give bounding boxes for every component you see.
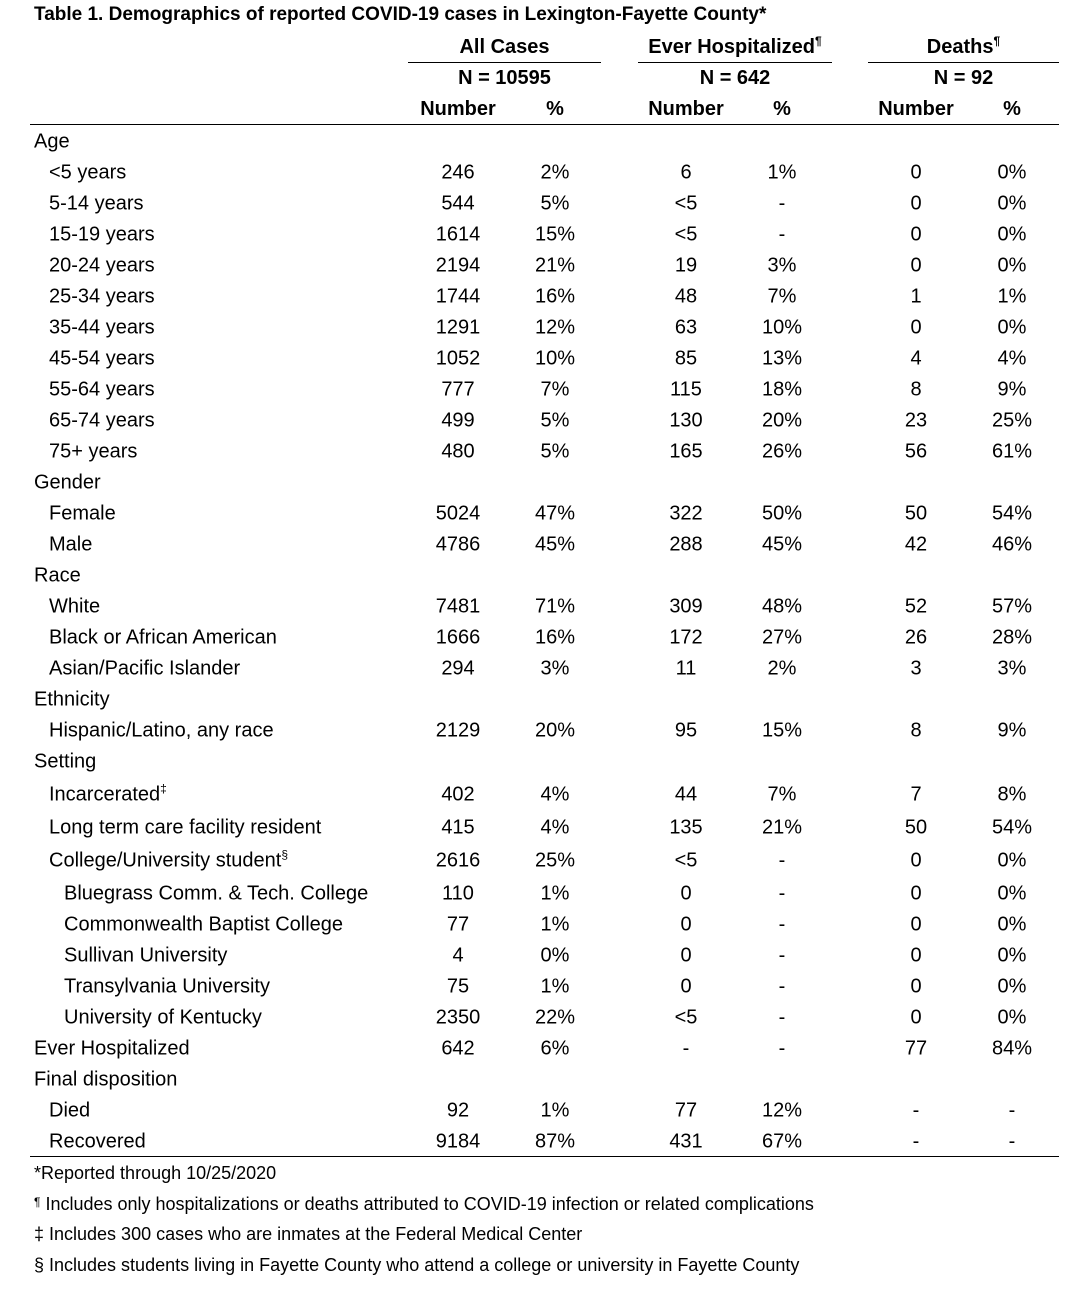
group-header-deaths bbox=[868, 36, 1059, 59]
number-cell: 2194 bbox=[435, 254, 481, 276]
percent-cell: 48% bbox=[761, 595, 803, 617]
number-cell: 6 bbox=[680, 161, 692, 183]
percent-cell: 1% bbox=[997, 285, 1027, 307]
number-cell: 1 bbox=[910, 285, 922, 307]
number-cell: 115 bbox=[670, 378, 702, 400]
percent-cell: 7% bbox=[767, 783, 797, 805]
percent-cell: 67% bbox=[761, 1130, 803, 1152]
percent-cell: 1% bbox=[540, 913, 570, 935]
number-cell: 0 bbox=[910, 161, 922, 183]
number-cell: 19 bbox=[674, 254, 698, 276]
number-cell: 288 bbox=[669, 533, 703, 555]
percent-cell: 15% bbox=[534, 223, 576, 245]
percent-cell: 7% bbox=[540, 378, 570, 400]
row-label: White bbox=[49, 595, 101, 617]
percent-cell: 21% bbox=[761, 816, 803, 838]
row-label: 75+ years bbox=[49, 440, 138, 462]
table-row bbox=[0, 909, 1088, 940]
percent-cell: 0% bbox=[997, 975, 1027, 997]
number-cell: 322 bbox=[669, 502, 703, 524]
percent-cell: 5% bbox=[540, 409, 570, 431]
group-name: All Cases bbox=[459, 36, 550, 58]
percent-cell: 0% bbox=[997, 161, 1027, 183]
table-row bbox=[0, 219, 1088, 250]
percent-cell: - bbox=[778, 944, 786, 966]
number-cell: 44 bbox=[674, 783, 698, 805]
row-label: 45-54 years bbox=[49, 347, 155, 369]
group-n-all-cases: N = 10595 bbox=[458, 67, 551, 89]
table-row bbox=[0, 374, 1088, 405]
row-label: <5 years bbox=[49, 161, 127, 183]
percent-cell: 0% bbox=[997, 882, 1027, 904]
percent-cell: 54% bbox=[991, 816, 1033, 838]
table-row bbox=[0, 1002, 1088, 1033]
number-cell: 26 bbox=[904, 626, 928, 648]
number-cell: 294 bbox=[441, 657, 475, 679]
table-body bbox=[0, 126, 1088, 1157]
number-cell: 172 bbox=[669, 626, 703, 648]
number-cell: 4 bbox=[452, 944, 464, 966]
percent-cell: 10% bbox=[761, 316, 803, 338]
number-cell: - bbox=[682, 1037, 690, 1059]
group-header-all-cases bbox=[408, 36, 601, 59]
number-cell: 8 bbox=[910, 378, 922, 400]
number-cell: 7 bbox=[910, 783, 922, 805]
percent-cell: - bbox=[778, 975, 786, 997]
number-cell: 77 bbox=[446, 913, 470, 935]
row-label: 65-74 years bbox=[49, 409, 155, 431]
row-label: 5-14 years bbox=[49, 192, 144, 214]
number-cell: 0 bbox=[680, 882, 692, 904]
percent-cell: 50% bbox=[761, 502, 803, 524]
group-header-ever-hospitalized bbox=[638, 36, 832, 59]
number-cell: 4786 bbox=[435, 533, 481, 555]
number-cell: 777 bbox=[441, 378, 475, 400]
percent-cell: 16% bbox=[534, 626, 576, 648]
number-cell: <5 bbox=[674, 223, 698, 245]
number-cell: 0 bbox=[910, 223, 922, 245]
number-cell: 1666 bbox=[435, 626, 481, 648]
section-label: Setting bbox=[34, 750, 97, 772]
number-cell: 135 bbox=[669, 816, 703, 838]
section-row bbox=[0, 126, 1088, 157]
percent-cell: 5% bbox=[540, 192, 570, 214]
table-row bbox=[0, 405, 1088, 436]
percent-cell: 9% bbox=[997, 719, 1027, 741]
table-row bbox=[0, 843, 1088, 878]
percent-cell: 20% bbox=[761, 409, 803, 431]
row-label: Commonwealth Baptist College bbox=[64, 913, 344, 935]
percent-cell: 1% bbox=[540, 1099, 570, 1121]
table-row bbox=[0, 777, 1088, 812]
percent-cell: 57% bbox=[991, 595, 1033, 617]
number-cell: 85 bbox=[674, 347, 698, 369]
number-cell: 2129 bbox=[435, 719, 481, 741]
number-cell: 75 bbox=[446, 975, 470, 997]
row-label: Hispanic/Latino, any race bbox=[49, 719, 274, 741]
percent-cell: 0% bbox=[997, 254, 1027, 276]
section-label: Age bbox=[34, 130, 70, 152]
percent-cell: 45% bbox=[761, 533, 803, 555]
group-name: Deaths bbox=[926, 36, 994, 58]
percent-cell: 15% bbox=[761, 719, 803, 741]
percent-cell: 25% bbox=[534, 849, 576, 871]
number-cell: 0 bbox=[910, 254, 922, 276]
number-cell: 2616 bbox=[435, 849, 481, 871]
number-cell: 77 bbox=[674, 1099, 698, 1121]
percent-cell: 12% bbox=[761, 1099, 803, 1121]
number-cell: 52 bbox=[904, 595, 928, 617]
percent-cell: 0% bbox=[997, 944, 1027, 966]
column-header: % bbox=[546, 98, 564, 120]
footnote-mark: § bbox=[281, 847, 289, 861]
row-label: Transylvania University bbox=[64, 975, 270, 997]
percent-cell: 0% bbox=[997, 316, 1027, 338]
column-header: Number bbox=[648, 98, 724, 120]
number-cell: 480 bbox=[441, 440, 475, 462]
number-cell: 165 bbox=[669, 440, 703, 462]
table-title: Table 1. Demographics of reported COVID-19 cases in Lexington-Fayette County* bbox=[34, 4, 767, 25]
table-row bbox=[0, 498, 1088, 529]
number-cell: 0 bbox=[680, 975, 692, 997]
percent-cell: - bbox=[778, 1037, 786, 1059]
percent-cell: 13% bbox=[761, 347, 803, 369]
row-label: Long term care facility resident bbox=[49, 816, 322, 838]
group-n-ever-hospitalized: N = 642 bbox=[699, 67, 771, 89]
group-underline bbox=[408, 62, 601, 63]
percent-cell: 4% bbox=[997, 347, 1027, 369]
percent-cell: 54% bbox=[991, 502, 1033, 524]
group-n-deaths: N = 92 bbox=[933, 67, 994, 89]
number-cell: - bbox=[912, 1130, 920, 1152]
section-row bbox=[0, 684, 1088, 715]
number-cell: <5 bbox=[674, 849, 698, 871]
number-cell: 0 bbox=[910, 975, 922, 997]
row-label: 20-24 years bbox=[49, 254, 155, 276]
table-row bbox=[0, 812, 1088, 843]
section-label: Gender bbox=[34, 471, 101, 493]
percent-cell: - bbox=[1008, 1099, 1016, 1121]
table-row bbox=[0, 188, 1088, 219]
column-header: Number bbox=[420, 98, 496, 120]
percent-cell: 27% bbox=[761, 626, 803, 648]
percent-cell: 26% bbox=[761, 440, 803, 462]
footnotes bbox=[34, 1158, 814, 1280]
row-label: Female bbox=[49, 502, 116, 524]
section-label: Race bbox=[34, 564, 81, 586]
table-row bbox=[0, 1095, 1088, 1126]
percent-cell: - bbox=[778, 882, 786, 904]
number-cell: 1614 bbox=[435, 223, 481, 245]
number-cell: 50 bbox=[904, 502, 928, 524]
percent-cell: 0% bbox=[997, 849, 1027, 871]
number-cell: 23 bbox=[904, 409, 928, 431]
number-cell: 56 bbox=[904, 440, 928, 462]
number-cell: 0 bbox=[910, 316, 922, 338]
percent-cell: 61% bbox=[991, 440, 1033, 462]
percent-cell: 8% bbox=[997, 783, 1027, 805]
column-header: Number bbox=[878, 98, 954, 120]
row-label: University of Kentucky bbox=[64, 1006, 262, 1028]
number-cell: 0 bbox=[680, 913, 692, 935]
footnote-mark: ‡ bbox=[160, 781, 167, 795]
number-cell: 309 bbox=[669, 595, 703, 617]
table-row bbox=[0, 312, 1088, 343]
percent-cell: 16% bbox=[534, 285, 576, 307]
percent-cell: 28% bbox=[991, 626, 1033, 648]
percent-cell: - bbox=[778, 849, 786, 871]
number-cell: 0 bbox=[680, 944, 692, 966]
number-cell: 5024 bbox=[435, 502, 481, 524]
footer-rule bbox=[30, 1156, 1059, 1157]
table-row bbox=[0, 591, 1088, 622]
number-cell: 0 bbox=[910, 1006, 922, 1028]
percent-cell: 71% bbox=[534, 595, 576, 617]
row-label: 25-34 years bbox=[49, 285, 155, 307]
number-cell: 1052 bbox=[435, 347, 481, 369]
number-cell: 0 bbox=[910, 849, 922, 871]
number-cell: - bbox=[912, 1099, 920, 1121]
percent-cell: 0% bbox=[997, 913, 1027, 935]
percent-cell: 5% bbox=[540, 440, 570, 462]
number-cell: 642 bbox=[441, 1037, 475, 1059]
row-label: 35-44 years bbox=[49, 316, 155, 338]
number-cell: 92 bbox=[446, 1099, 470, 1121]
section-row bbox=[0, 1064, 1088, 1095]
table-row bbox=[0, 1126, 1088, 1157]
column-header: % bbox=[1003, 98, 1021, 120]
percent-cell: 20% bbox=[534, 719, 576, 741]
number-cell: 402 bbox=[441, 783, 475, 805]
table-row bbox=[0, 971, 1088, 1002]
number-cell: 3 bbox=[910, 657, 922, 679]
number-cell: 499 bbox=[441, 409, 475, 431]
row-label: 55-64 years bbox=[49, 378, 155, 400]
number-cell: 48 bbox=[674, 285, 698, 307]
percent-cell: 3% bbox=[767, 254, 797, 276]
column-header: % bbox=[773, 98, 791, 120]
number-cell: 2350 bbox=[435, 1006, 481, 1028]
group-mark: ¶ bbox=[815, 34, 822, 48]
percent-cell: 12% bbox=[534, 316, 576, 338]
footnote: ¶ Includes only hospitalizations or deaths attributed to COVID-19 infection or related complications bbox=[34, 1193, 814, 1214]
table-row bbox=[0, 529, 1088, 560]
percent-cell: - bbox=[778, 192, 786, 214]
row-label: Black or African American bbox=[49, 626, 277, 648]
number-cell: 544 bbox=[441, 192, 475, 214]
percent-cell: 1% bbox=[767, 161, 797, 183]
number-cell: 0 bbox=[910, 913, 922, 935]
percent-cell: 7% bbox=[767, 285, 797, 307]
number-cell: 0 bbox=[910, 944, 922, 966]
number-cell: 110 bbox=[442, 882, 474, 904]
table-row bbox=[0, 622, 1088, 653]
percent-cell: 4% bbox=[540, 783, 570, 805]
percent-cell: 45% bbox=[534, 533, 576, 555]
percent-cell: 0% bbox=[540, 944, 570, 966]
number-cell: 1744 bbox=[435, 285, 481, 307]
section-label: Ethnicity bbox=[34, 688, 110, 710]
number-cell: 8 bbox=[910, 719, 922, 741]
table-row bbox=[0, 343, 1088, 374]
table-row bbox=[0, 715, 1088, 746]
percent-cell: - bbox=[778, 913, 786, 935]
percent-cell: 84% bbox=[991, 1037, 1033, 1059]
row-label: Asian/Pacific Islander bbox=[49, 657, 241, 679]
row-label: Recovered bbox=[49, 1130, 146, 1152]
group-name: Ever Hospitalized bbox=[648, 36, 816, 58]
footnote: *Reported through 10/25/2020 bbox=[34, 1163, 277, 1183]
row-label: Male bbox=[49, 533, 93, 555]
percent-cell: 22% bbox=[534, 1006, 576, 1028]
row-label: Ever Hospitalized bbox=[34, 1037, 190, 1059]
number-cell: <5 bbox=[674, 192, 698, 214]
footnote: § Includes students living in Fayette County who attend a college or university in Fayette County bbox=[34, 1254, 800, 1275]
percent-cell: - bbox=[778, 1006, 786, 1028]
number-cell: 0 bbox=[910, 882, 922, 904]
table-row bbox=[0, 157, 1088, 188]
percent-cell: 2% bbox=[767, 657, 797, 679]
percent-cell: 0% bbox=[997, 223, 1027, 245]
percent-cell: 46% bbox=[991, 533, 1033, 555]
group-underline bbox=[868, 62, 1059, 63]
percent-cell: - bbox=[778, 223, 786, 245]
section-label: Final disposition bbox=[34, 1068, 178, 1090]
percent-cell: 6% bbox=[540, 1037, 570, 1059]
group-underline bbox=[638, 62, 832, 63]
percent-cell: 1% bbox=[540, 975, 570, 997]
section-row bbox=[0, 560, 1088, 591]
header-rule bbox=[30, 124, 1059, 125]
percent-cell: 2% bbox=[540, 161, 570, 183]
number-cell: 0 bbox=[910, 192, 922, 214]
percent-cell: 9% bbox=[997, 378, 1027, 400]
footnote: ‡ Includes 300 cases who are inmates at the Federal Medical Center bbox=[34, 1224, 583, 1244]
row-label: Incarcerated‡ bbox=[49, 781, 167, 805]
number-cell: 431 bbox=[669, 1130, 703, 1152]
percent-cell: 25% bbox=[991, 409, 1033, 431]
section-row bbox=[0, 467, 1088, 498]
table-row bbox=[0, 878, 1088, 909]
percent-cell: 3% bbox=[540, 657, 570, 679]
number-cell: <5 bbox=[674, 1006, 698, 1028]
number-cell: 11 bbox=[675, 657, 697, 679]
percent-cell: 1% bbox=[540, 882, 570, 904]
number-cell: 130 bbox=[669, 409, 703, 431]
number-cell: 7481 bbox=[435, 595, 481, 617]
table-row bbox=[0, 940, 1088, 971]
table-row bbox=[0, 281, 1088, 312]
table-row bbox=[0, 1033, 1088, 1064]
row-label: Bluegrass Comm. & Tech. College bbox=[64, 882, 369, 904]
row-label: 15-19 years bbox=[49, 223, 155, 245]
number-cell: 415 bbox=[441, 816, 475, 838]
percent-cell: 10% bbox=[534, 347, 576, 369]
section-row bbox=[0, 746, 1088, 777]
percent-cell: 0% bbox=[997, 192, 1027, 214]
percent-cell: 18% bbox=[761, 378, 803, 400]
number-cell: 246 bbox=[441, 161, 475, 183]
percent-cell: 3% bbox=[997, 657, 1027, 679]
percent-cell: 0% bbox=[997, 1006, 1027, 1028]
row-label: Sullivan University bbox=[64, 944, 228, 966]
row-label: College/University student§ bbox=[49, 847, 289, 871]
number-cell: 42 bbox=[904, 533, 928, 555]
number-cell: 77 bbox=[904, 1037, 928, 1059]
number-cell: 95 bbox=[674, 719, 698, 741]
percent-cell: 87% bbox=[534, 1130, 576, 1152]
number-cell: 63 bbox=[674, 316, 698, 338]
percent-cell: 21% bbox=[534, 254, 576, 276]
table-row bbox=[0, 653, 1088, 684]
table-row bbox=[0, 436, 1088, 467]
percent-cell: 47% bbox=[534, 502, 576, 524]
number-cell: 50 bbox=[904, 816, 928, 838]
row-label: Died bbox=[49, 1099, 91, 1121]
number-cell: 1291 bbox=[435, 316, 481, 338]
number-cell: 4 bbox=[910, 347, 922, 369]
table-row bbox=[0, 250, 1088, 281]
percent-cell: - bbox=[1008, 1130, 1016, 1152]
percent-cell: 4% bbox=[540, 816, 570, 838]
group-mark: ¶ bbox=[993, 34, 1001, 48]
number-cell: 9184 bbox=[435, 1130, 481, 1152]
